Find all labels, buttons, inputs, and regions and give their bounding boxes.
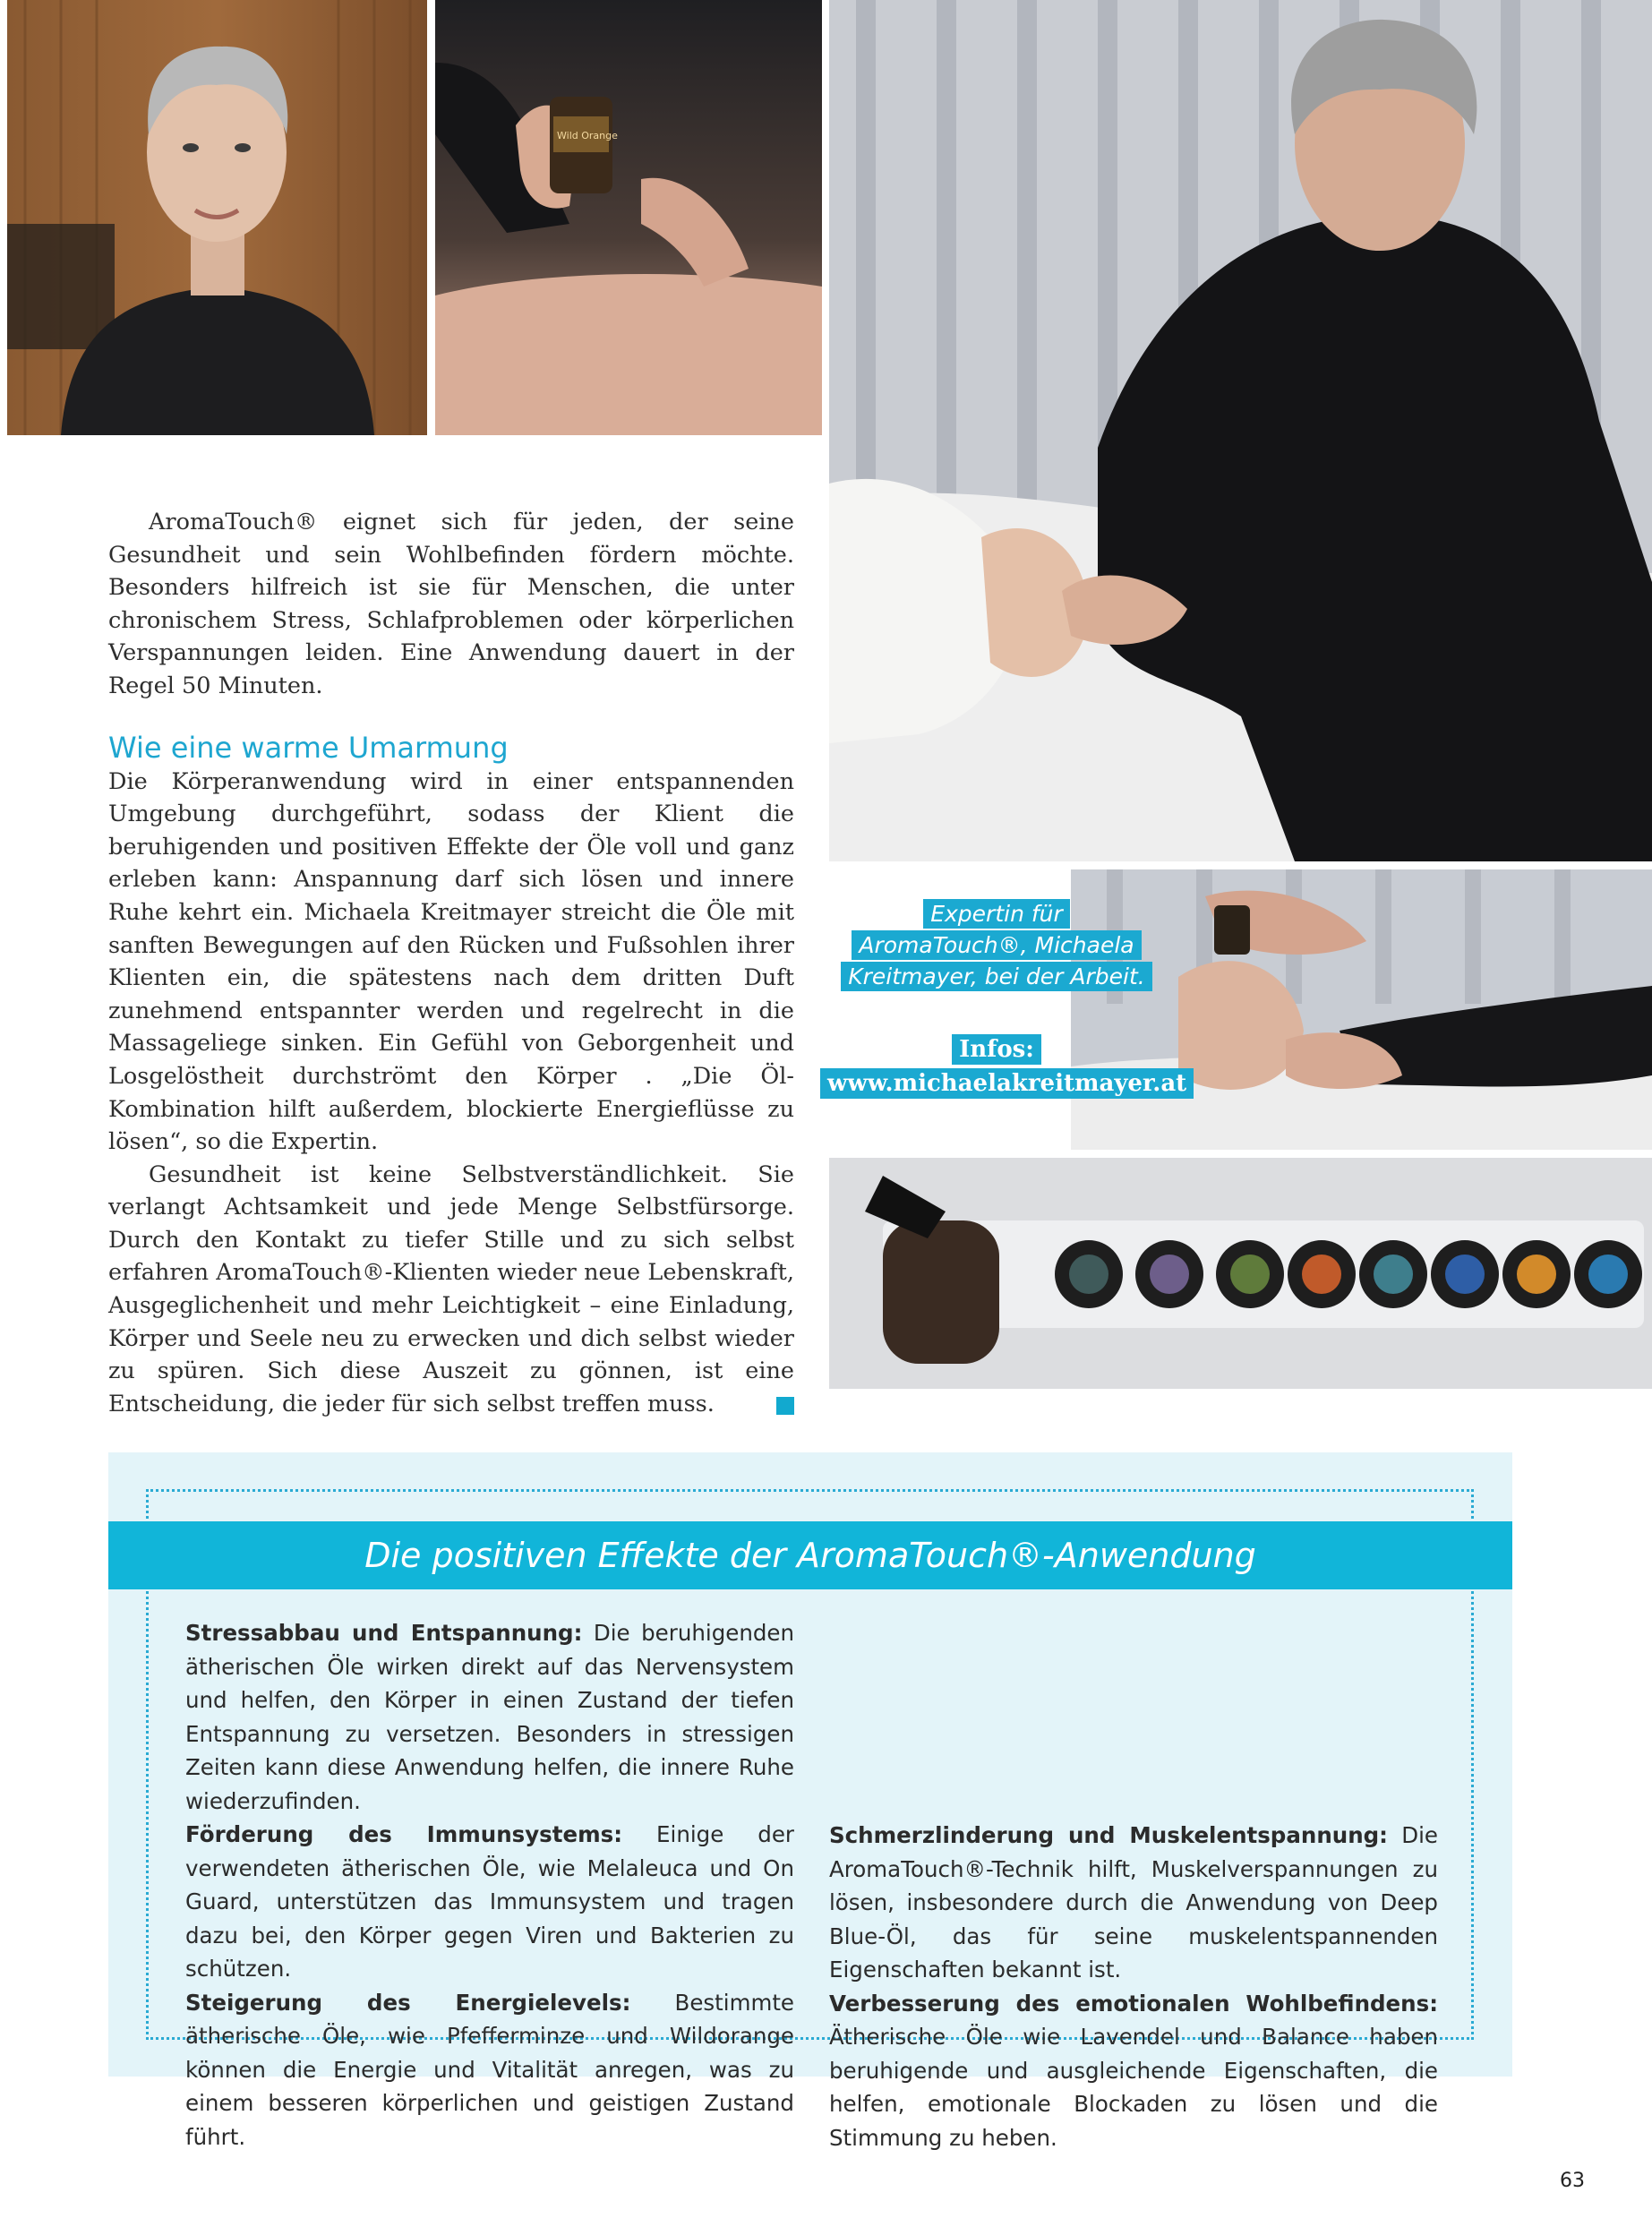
paragraph-2: Die Körperanwendung wird in einer entspannenden Umgebung durchgeführt, sodass der Klient die beruhigenden und positiven Effekte der Öle voll und ganz erleben kann: Anspannung darf sich lösen und innere Ruhe kehrt ein. Michaela Kreitmayer streicht die Öle mit sanften Bewegungen auf den Rücken und Fußsohlen ihrer Klienten ein, die spätestens nach dem dritten Duft zunehmend entspannter werden und regelrecht in die Massageliege sinken. Ein Gefühl von Geborgenheit und Losgelöstheit durchströmt den Körper . „Die Öl-Kombination hilft außerdem, blockierte Energieflüsse zu lösen“, so die Expertin. bbox=[108, 767, 794, 1156]
effect-label: Förderung des Immunsystems: bbox=[185, 1821, 623, 1847]
effect-item bbox=[185, 1616, 794, 1818]
portrait-photo bbox=[7, 0, 427, 435]
photo-caption bbox=[820, 898, 1173, 992]
infos-box bbox=[820, 1032, 1187, 1100]
effect-text: Die beruhigenden ätherischen Öle wirken direkt auf das Nervensystem und helfen, den Körper in einen Zustand der tiefen Entspannung zu versetzen. Besonders in stressigen Zeiten kann diese Anwendung helfen, die innere Ruhe wiederzufinden. bbox=[185, 1620, 794, 1814]
caption-line-2: AromaTouch®, Michaela bbox=[852, 930, 1141, 960]
effects-column-right bbox=[829, 1819, 1438, 2154]
effect-label: Verbesserung des emotionalen Wohlbefindens: bbox=[829, 1990, 1438, 2017]
section-heading: Wie eine warme Umarmung bbox=[108, 730, 509, 765]
effect-item bbox=[185, 1986, 794, 2154]
page-number: 63 bbox=[1560, 2170, 1585, 2192]
caption-line-3: Kreitmayer, bei der Arbeit. bbox=[841, 962, 1151, 991]
effects-column-left bbox=[185, 1616, 794, 2154]
effect-text: Einige der verwendeten ätherischen Öle, wie Melaleuca und On Guard, unterstützen das Immunsystem und tragen dazu bei, den Körper gegen Viren und Bakterien zu schützen. bbox=[185, 1821, 794, 1982]
effect-text: Bestimmte ätherische Öle, wie Pfefferminze und Wildorange können die Energie und Vitalität anregen, was zu einem besseren körperlichen und geistigen Zustand führt. bbox=[185, 1989, 794, 2150]
massage-photo bbox=[829, 0, 1652, 861]
effect-item bbox=[829, 1987, 1438, 2155]
infos-label: Infos: bbox=[952, 1034, 1041, 1065]
infos-url[interactable]: www.michaelakreitmayer.at bbox=[820, 1068, 1194, 1099]
effect-label: Steigerung des Energielevels: bbox=[185, 1989, 631, 2016]
effect-item bbox=[829, 1819, 1438, 1987]
oil-bottles-photo bbox=[829, 1158, 1652, 1389]
end-mark-icon bbox=[776, 1397, 794, 1415]
caption-line-1: Expertin für bbox=[923, 899, 1070, 929]
bottle-label: Wild Orange bbox=[557, 130, 618, 141]
effect-label: Schmerzlinderung und Muskelentspannung: bbox=[829, 1822, 1388, 1848]
effect-text: Ätherische Öle wie Lavendel und Balance haben beruhigende und ausgleichende Eigenschaften, die helfen, emotionale Blockaden zu lösen und die Stimmung zu heben. bbox=[829, 2024, 1438, 2151]
paragraph-intro: AromaTouch® eignet sich für jeden, der seine Gesundheit und sein Wohlbefinden fördern möchte. Besonders hilfreich ist sie für Menschen, die unter chronischem Stress, Schlafproblemen oder körperlichen Verspannungen leiden. Eine Anwendung dauert in der Regel 50 Minuten. bbox=[108, 509, 794, 699]
oil-bottle-photo bbox=[435, 0, 822, 435]
effects-box-title: Die positiven Effekte der AromaTouch®-Anwendung bbox=[108, 1521, 1512, 1589]
paragraph-3-text: Gesundheit ist keine Selbstverständlichkeit. Sie verlangt Achtsamkeit und jede Menge Selbstfürsorge. Durch den Kontakt zu tiefer Stille und zu sich selbst erfahren AromaTouch®-Klienten wieder neue Lebenskraft, Ausgeglichenheit und mehr Leichtigkeit – eine Einladung, Körper und Seele neu zu erwecken und dich selbst wieder zu spüren. Sich diese Auszeit zu gönnen, ist eine Entscheidung, die jeder für sich selbst treffen muss. bbox=[108, 1160, 794, 1417]
effect-text: Die AromaTouch®-Technik hilft, Muskelverspannungen zu lösen, insbesondere durch die Anwendung von Deep Blue-Öl, das für seine muskelentspannenden Eigenschaften bekannt ist. bbox=[829, 1822, 1438, 1982]
effect-label: Stressabbau und Entspannung: bbox=[185, 1620, 583, 1646]
effect-item bbox=[185, 1818, 794, 1986]
paragraph-3 bbox=[108, 1159, 794, 1421]
article-body bbox=[108, 506, 794, 1420]
